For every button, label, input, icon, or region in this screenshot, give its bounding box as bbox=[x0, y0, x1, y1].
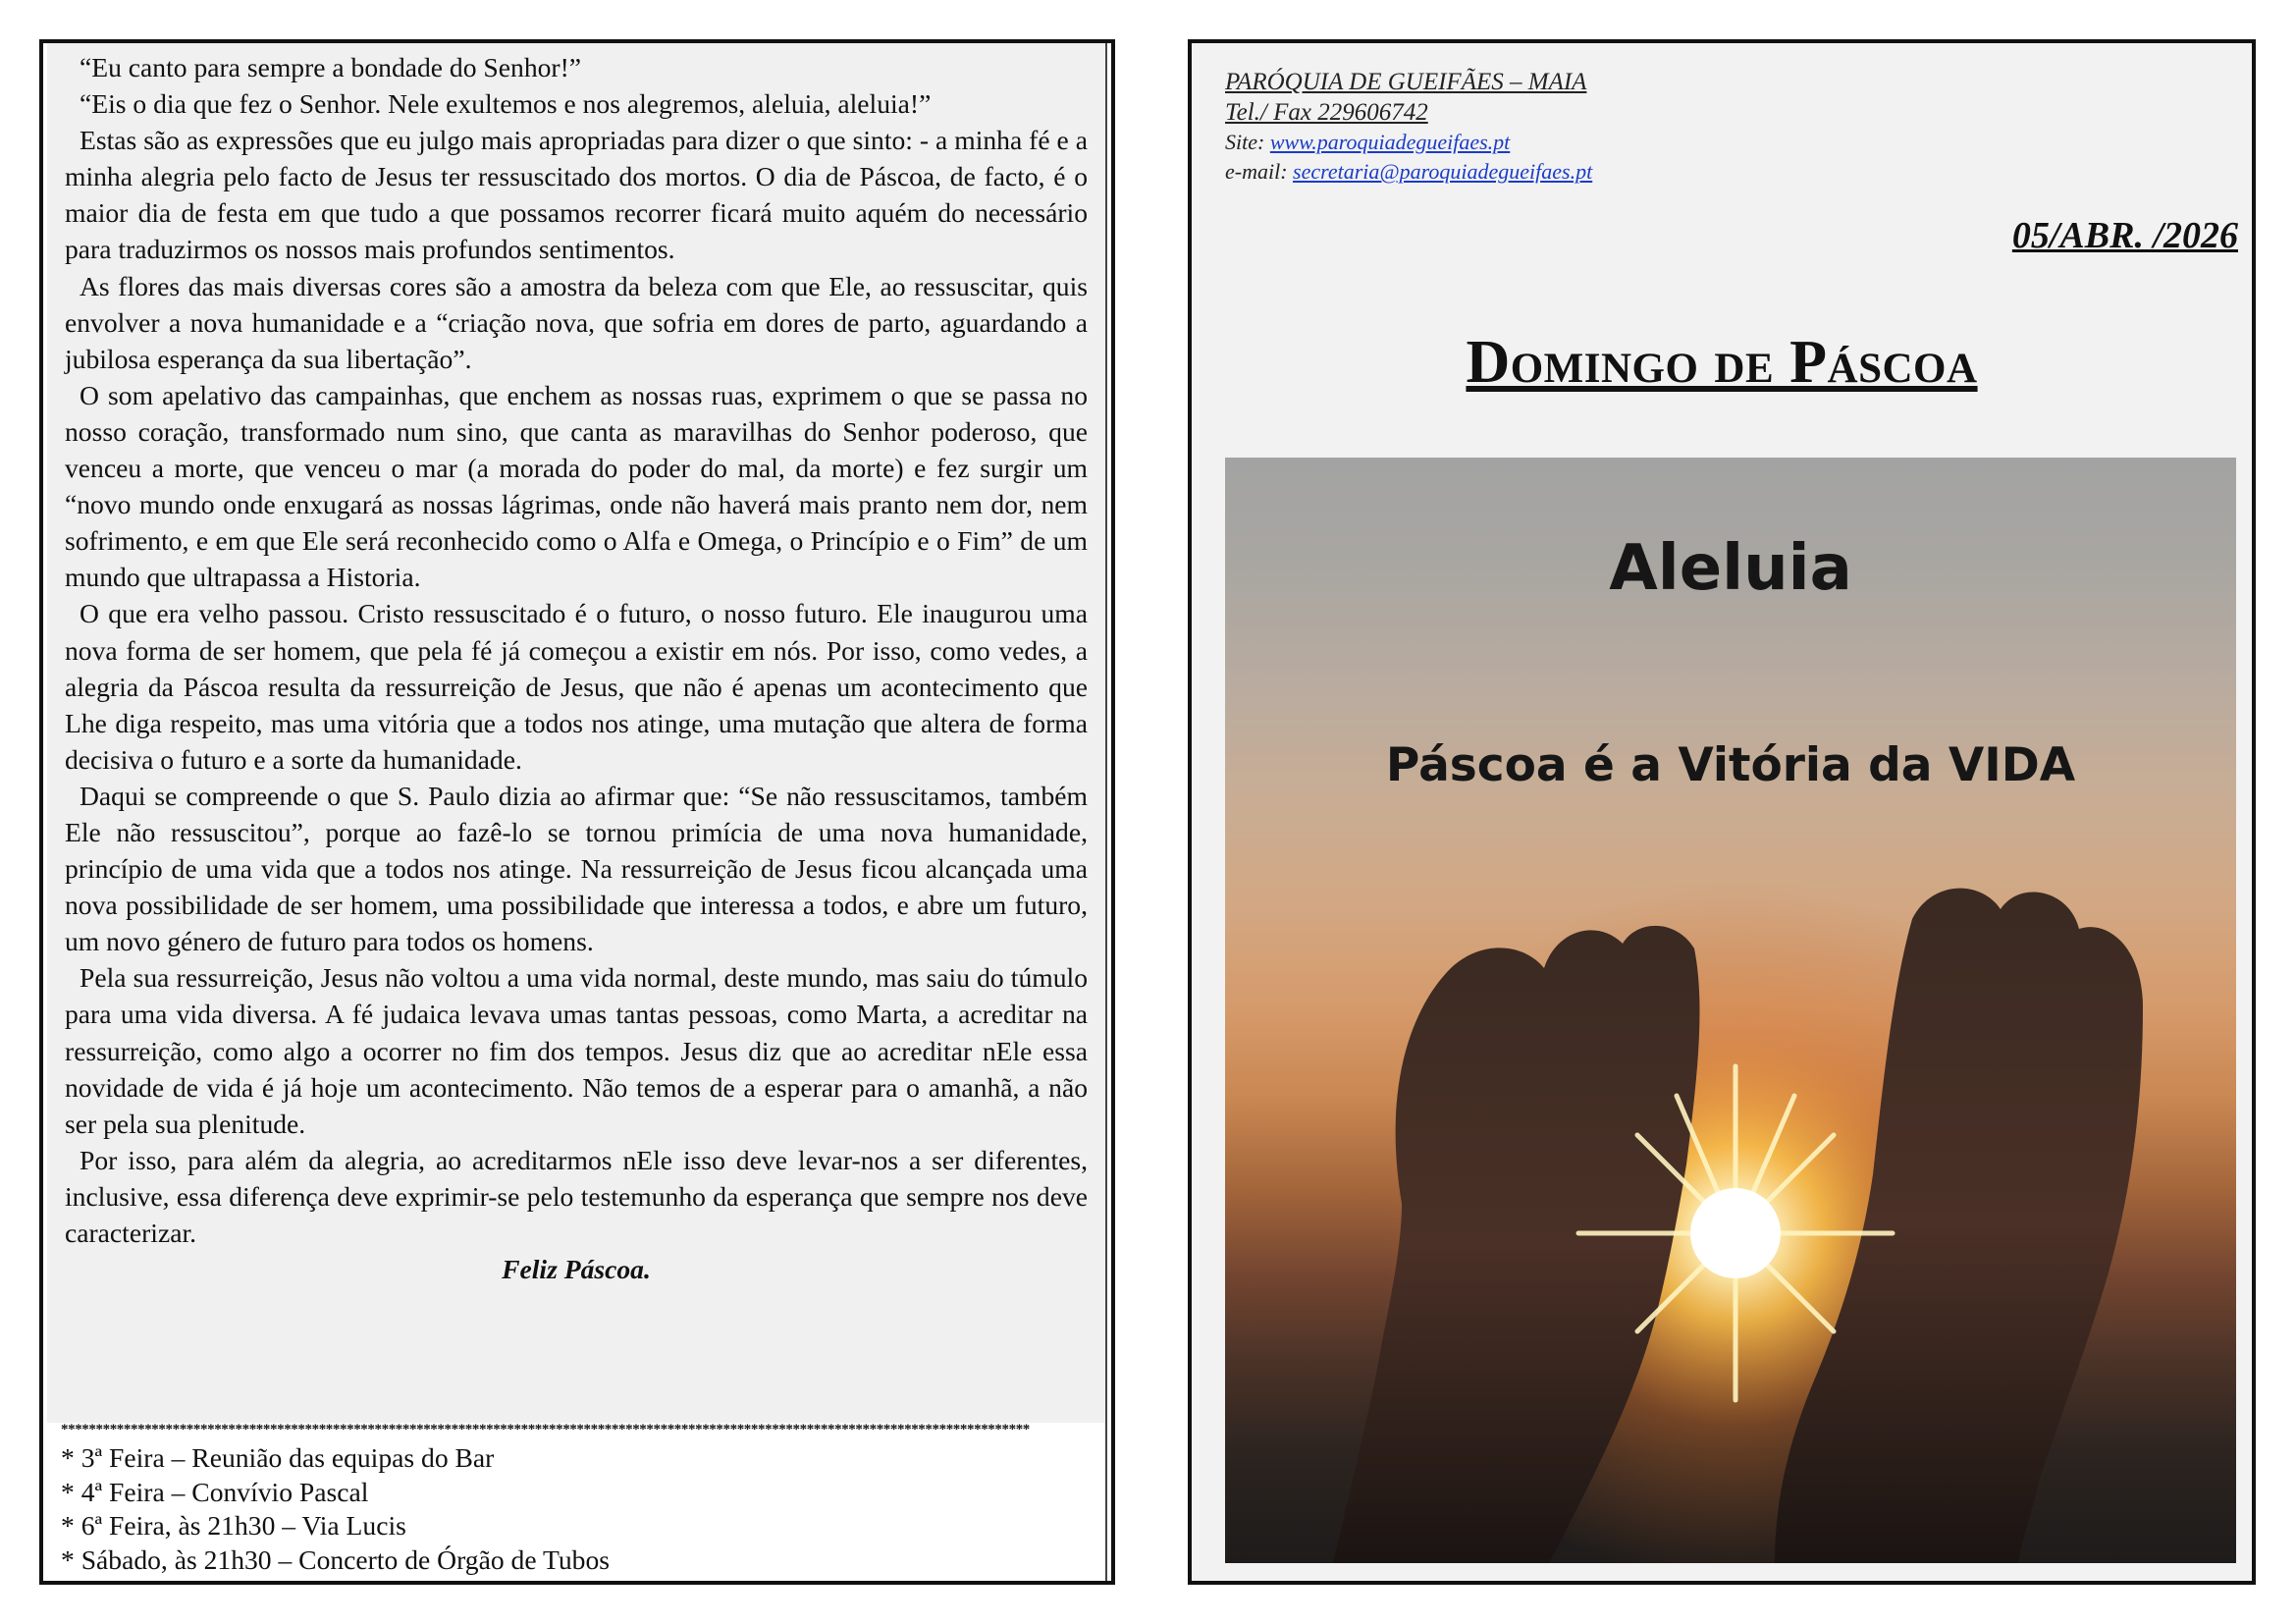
notice-item: * 4ª Feira – Convívio Pascal bbox=[61, 1476, 369, 1507]
email-label: e-mail: bbox=[1225, 159, 1294, 184]
right-panel bbox=[1188, 39, 2256, 1585]
weekly-notices bbox=[61, 1441, 1101, 1577]
article-paragraph: “Eu canto para sempre a bondade do Senhor!” bbox=[80, 52, 582, 82]
parish-site-row bbox=[1225, 128, 1592, 157]
sun-core bbox=[1690, 1188, 1781, 1278]
hands-sunburst-illustration bbox=[1225, 458, 2236, 1563]
notice-item: * Sábado, às 21h30 – Concerto de Órgão de Tubos bbox=[61, 1543, 610, 1575]
article-paragraph: Daqui se compreende o que S. Paulo dizia ao afirmar que: “Se não ressuscitamos, também Ele não ressuscitou”, porque ao fazê-lo se tornou primícia de uma nova humanidade, princípio de uma vida que a todos nos atinge. Na ressurreição de Jesus ficou alcançada uma nova possibilidade de ser homem, uma possibilidade que interessa a todos, e abre um futuro, um novo género de futuro para todos os homens. bbox=[65, 780, 1088, 957]
parish-email-row bbox=[1225, 157, 1592, 187]
parish-phone: Tel./ Fax 229606742 bbox=[1225, 99, 1428, 126]
notice-item: * 6ª Feira, às 21h30 – Via Lucis bbox=[61, 1510, 406, 1541]
notice-item: * 3ª Feira – Reunião das equipas do Bar bbox=[61, 1442, 495, 1473]
hands-raised-to-sunburst-image bbox=[1225, 458, 2236, 1563]
image-caption-aleluia: Aleluia bbox=[1609, 532, 1852, 605]
article-paragraph: As flores das mais diversas cores são a amostra da beleza com que Ele, ao ressuscitar, quis envolver a nova humanidade e a “criação nova, que sofria em dores de parto, aguardando a jubilosa esperança da sua libertação”. bbox=[65, 270, 1088, 374]
article-paragraph: “Eis o dia que fez o Senhor. Nele exultemos e nos alegremos, aleluia, aleluia!” bbox=[80, 88, 932, 120]
article-paragraph: O som apelativo das campainhas, que enchem as nossas ruas, exprimem o que se passa no nosso coração, transformado num sino, que canta as maravilhas do Senhor poderoso, que venceu a morte, que venceu o mar (a morada do poder do mal, da morte) e fez surgir um “novo mundo onde enxugará as nossas lágrimas, onde não haverá mais pranto nem dor, nem sofrimento, e em que Ele será reconhecido como o Alfa e Omega, o Princípio e o Fim” de um mundo que ultrapassa a Historia. bbox=[65, 379, 1088, 593]
article-paragraph: O que era velho passou. Cristo ressuscitado é o futuro, o nosso futuro. Ele inaugurou uma nova forma de ser homem, que pela fé já começou a existir em nós. Por isso, como vedes, a alegria da Páscoa resulta da ressurreição de Jesus, que não é apenas um acontecimento que Lhe diga respeito, mas uma vitória que a todos nos atinge, uma mutação que altera de forma decisiva o futuro e a sorte da humanidade. bbox=[65, 598, 1088, 775]
article-signoff: Feliz Páscoa. bbox=[502, 1254, 651, 1285]
bulletin-date: 05/ABR. /2026 bbox=[2011, 215, 2238, 256]
parish-contact-block bbox=[1225, 67, 1592, 187]
article-paragraph: Pela sua ressurreição, Jesus não voltou a uma vida normal, deste mundo, mas saiu do túmulo para uma vida diversa. A fé judaica levava umas tantas pessoas, como Marta, a acreditar na ressurreição, como algo a ocorrer no fim dos tempos. Jesus diz que ao acreditar nEle essa novidade de vida é já hoje um acontecimento. Não temos de a esperar para o amanhã, a não ser pela sua plenitude. bbox=[65, 962, 1088, 1139]
article-paragraph: Estas são as expressões que eu julgo mais apropriadas para dizer o que sinto: - a minha fé e a minha alegria pelo facto de Jesus ter ressuscitado dos mortos. O dia de Páscoa, de facto, é o maior dia de festa em que tudo a que possamos recorrer ficará muito aquém do necessário para traduzirmos os nossos mais profundos sentimentos. bbox=[65, 125, 1088, 265]
left-panel bbox=[39, 39, 1115, 1585]
page-title-text: Domingo de Páscoa bbox=[1466, 329, 1978, 396]
image-caption-subtitle: Páscoa é a Vitória da VIDA bbox=[1385, 738, 2076, 792]
page-title bbox=[1192, 328, 2252, 398]
site-label: Site: bbox=[1225, 130, 1270, 154]
easter-reflection-article bbox=[47, 43, 1105, 1423]
asterisk-separator: ******************************************************************************************************************************************* bbox=[61, 1422, 1030, 1437]
email-link[interactable]: secretaria@paroquiadegueifaes.pt bbox=[1293, 159, 1593, 184]
site-link[interactable]: www.paroquiadegueifaes.pt bbox=[1269, 130, 1511, 154]
article-paragraph: Por isso, para além da alegria, ao acreditarmos nEle isso deve levar-nos a ser diferentes, inclusive, essa diferença deve exprimir-se pelo testemunho da esperança que sempre nos deve caracterizar. bbox=[65, 1144, 1088, 1248]
parish-name: PARÓQUIA DE GUEIFÃES – MAIA bbox=[1225, 69, 1587, 95]
